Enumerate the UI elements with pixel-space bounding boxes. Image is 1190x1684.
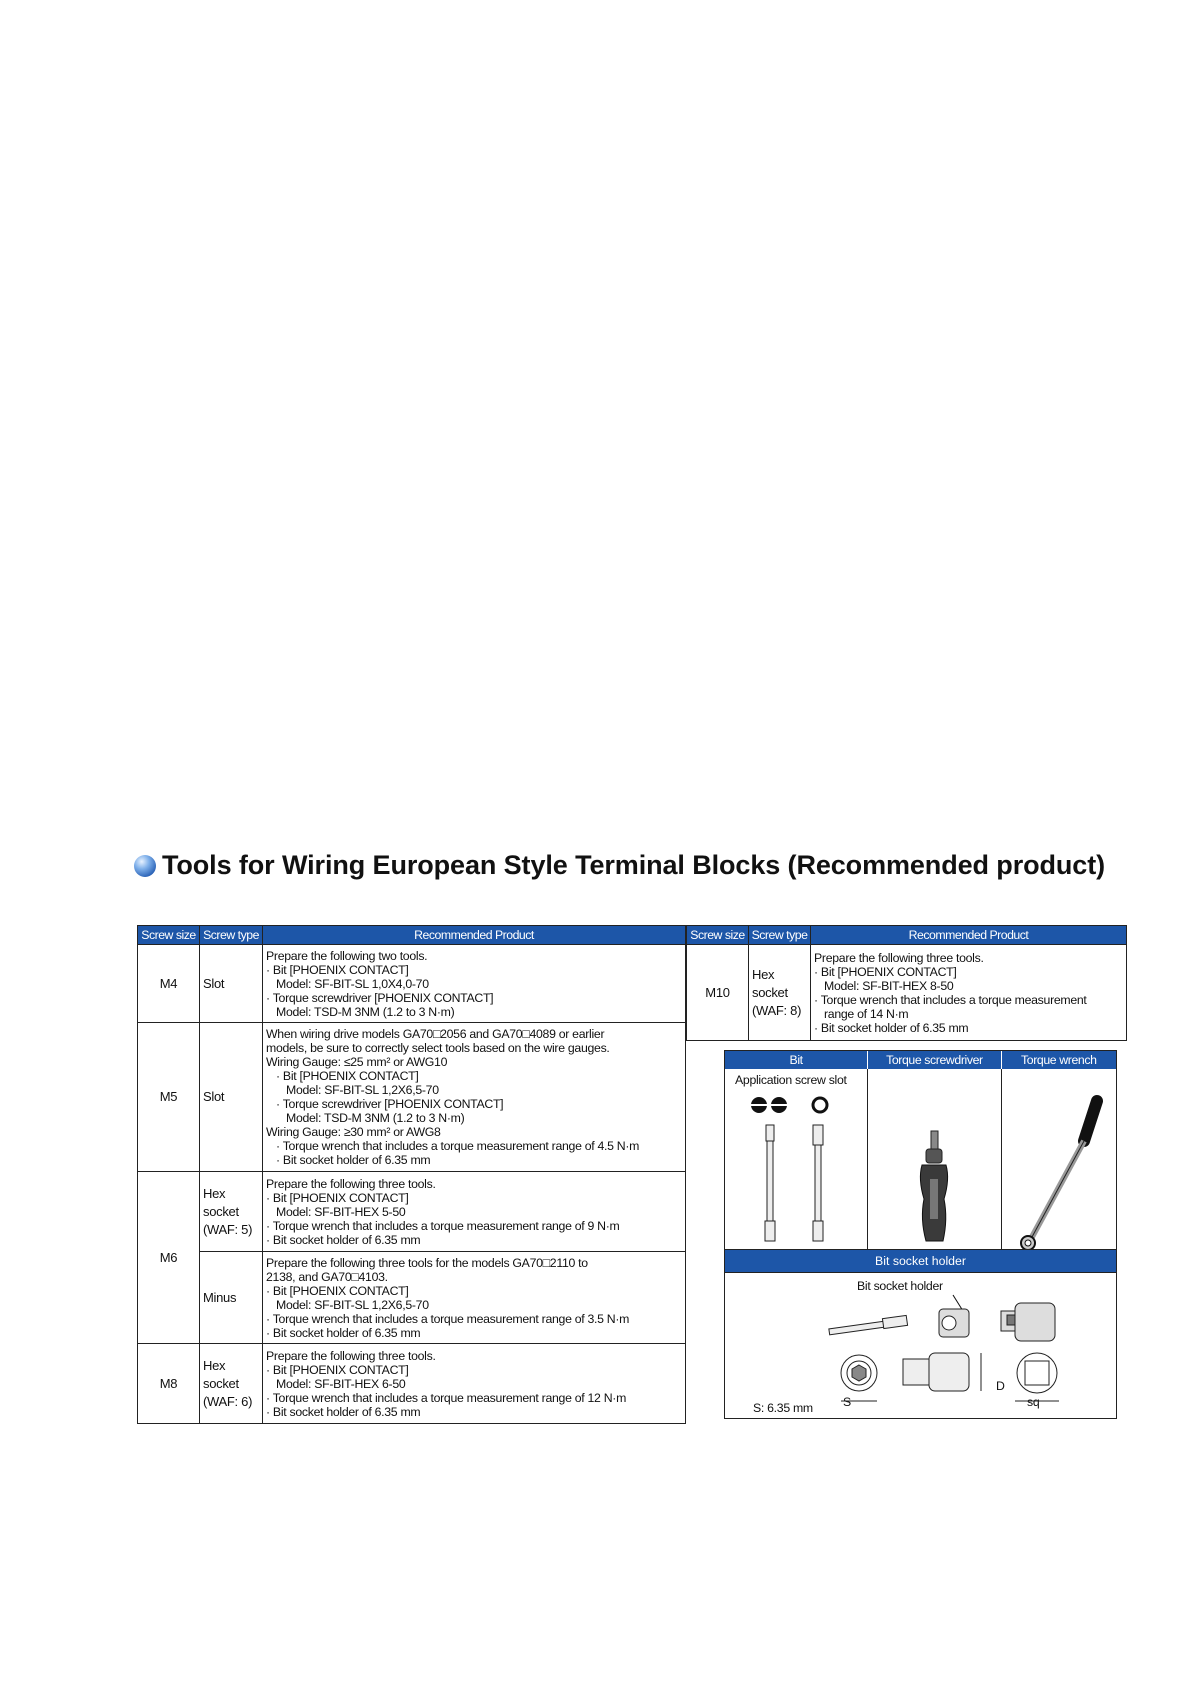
screw-size-cell: M8: [138, 1344, 200, 1424]
header-screw-type: Screw type: [200, 926, 263, 945]
application-screw-slot-caption: Application screw slot: [735, 1073, 847, 1087]
tools-header-bit: Bit: [725, 1051, 868, 1069]
screw-type-cell: Minus: [200, 1252, 263, 1344]
torque-screwdriver-icon: [868, 1069, 1001, 1249]
section-title: Tools for Wiring European Style Terminal Blocks (Recommended product): [162, 850, 1105, 880]
bit-socket-holder-caption: Bit socket holder: [857, 1279, 943, 1293]
socket-side-view-icon: [903, 1353, 981, 1391]
tools-header-torque-screwdriver: Torque screwdriver: [868, 1051, 1001, 1069]
screw-size-cell: M6: [138, 1172, 200, 1344]
socket-holder-drawings: [725, 1273, 1116, 1418]
torque-wrench-icon: [1002, 1069, 1117, 1249]
recommended-product-cell: Prepare the following three tools. · Bit [PHOENIX CONTACT] Model: SF-BIT-HEX 8-50 · Torque wrench that includes a torque measurement range of 14 N·m · Bit socket holder of 6.35 mm: [811, 945, 1127, 1041]
recommended-tools-table-right: [686, 925, 1127, 1041]
tools-illustration-panel: [724, 1050, 1117, 1419]
bit-socket-holder-header: Bit socket holder: [725, 1250, 1116, 1273]
screw-size-cell: M5: [138, 1023, 200, 1172]
hex-screw-icon: [813, 1098, 827, 1112]
recommended-product-cell: Prepare the following three tools. · Bit [PHOENIX CONTACT] Model: SF-BIT-HEX 6-50 · Torque wrench that includes a torque measurement range of 12 N·m · Bit socket holder of 6.35 mm: [263, 1344, 686, 1424]
header-screw-size: Screw size: [687, 926, 749, 945]
hex-bit-icon: [813, 1125, 823, 1241]
torque-screwdriver-illustration-cell: [868, 1069, 1001, 1249]
socket-adapter-icon: [939, 1309, 969, 1337]
screw-type-cell: Hex socket (WAF: 5): [200, 1172, 263, 1252]
dim-sq-label: sq: [1027, 1395, 1040, 1409]
screw-size-cell: M10: [687, 945, 749, 1041]
table-row: [138, 1344, 686, 1424]
socket-square-view-icon: [1015, 1353, 1059, 1401]
recommended-product-cell: Prepare the following three tools for the models GA70□2110 to 2138, and GA70□4103. · Bit [PHOENIX CONTACT] Model: SF-BIT-SL 1,2X6,5-70 · Torque wrench that includes a torque measurement range of 3.5 N·m · Bit socket holder of 6.35 mm: [263, 1252, 686, 1344]
socket-icon: [1001, 1303, 1055, 1341]
bit-illustration-cell: [725, 1069, 868, 1249]
bit-illustration: [725, 1069, 868, 1249]
recommended-product-cell: Prepare the following three tools. · Bit [PHOENIX CONTACT] Model: SF-BIT-HEX 5-50 · Torque wrench that includes a torque measurement range of 9 N·m · Bit socket holder of 6.35 mm: [263, 1172, 686, 1252]
table-row: [687, 945, 1127, 1041]
screw-type-cell: Slot: [200, 945, 263, 1023]
table-row: [138, 1023, 686, 1172]
header-screw-size: Screw size: [138, 926, 200, 945]
bit-socket-holder-illustration: [725, 1273, 1116, 1418]
screw-type-cell: Hex socket (WAF: 8): [749, 945, 811, 1041]
dim-d-label: D: [996, 1379, 1005, 1393]
socket-size-label: S: 6.35 mm: [753, 1401, 813, 1415]
section-heading: [134, 850, 1105, 881]
header-recommended-product: Recommended Product: [263, 926, 686, 945]
recommended-tools-table-left: [137, 925, 686, 1424]
socket-front-view-icon: [841, 1355, 877, 1401]
header-recommended-product: Recommended Product: [811, 926, 1127, 945]
screw-type-cell: Hex socket (WAF: 6): [200, 1344, 263, 1424]
slot-screw-icon: [750, 1097, 788, 1113]
torque-wrench-illustration-cell: [1002, 1069, 1116, 1249]
holder-bit-icon: [829, 1315, 908, 1334]
table-row: [138, 945, 686, 1023]
header-screw-type: Screw type: [749, 926, 811, 945]
dim-s-label: S: [843, 1395, 851, 1409]
slot-bit-icon: [765, 1125, 775, 1241]
table-row: [138, 1172, 686, 1252]
screw-size-cell: M4: [138, 945, 200, 1023]
screw-type-cell: Slot: [200, 1023, 263, 1172]
table-row: [138, 1252, 686, 1344]
recommended-product-cell: When wiring drive models GA70□2056 and GA70□4089 or earlier models, be sure to correctly select tools based on the wire gauges. Wiring Gauge: ≤25 mm² or AWG10 · Bit [PHOENIX CONTACT] Model: SF-BIT-SL 1,2X6,5-70 · Torque screwdriver [PHOENIX CONTACT] Model: TSD-M 3NM (1.2 to 3 N·m) Wiring Gauge: ≥30 mm² or AWG8 · Torque wrench that includes a torque measurement range of 4.5 N·m · Bit socket holder of 6.35 mm: [263, 1023, 686, 1172]
recommended-product-cell: Prepare the following two tools. · Bit [PHOENIX CONTACT] Model: SF-BIT-SL 1,0X4,0-70 · Torque screwdriver [PHOENIX CONTACT] Model: TSD-M 3NM (1.2 to 3 N·m): [263, 945, 686, 1023]
tools-header-torque-wrench: Torque wrench: [1002, 1051, 1116, 1069]
bullet-icon: [134, 855, 156, 877]
